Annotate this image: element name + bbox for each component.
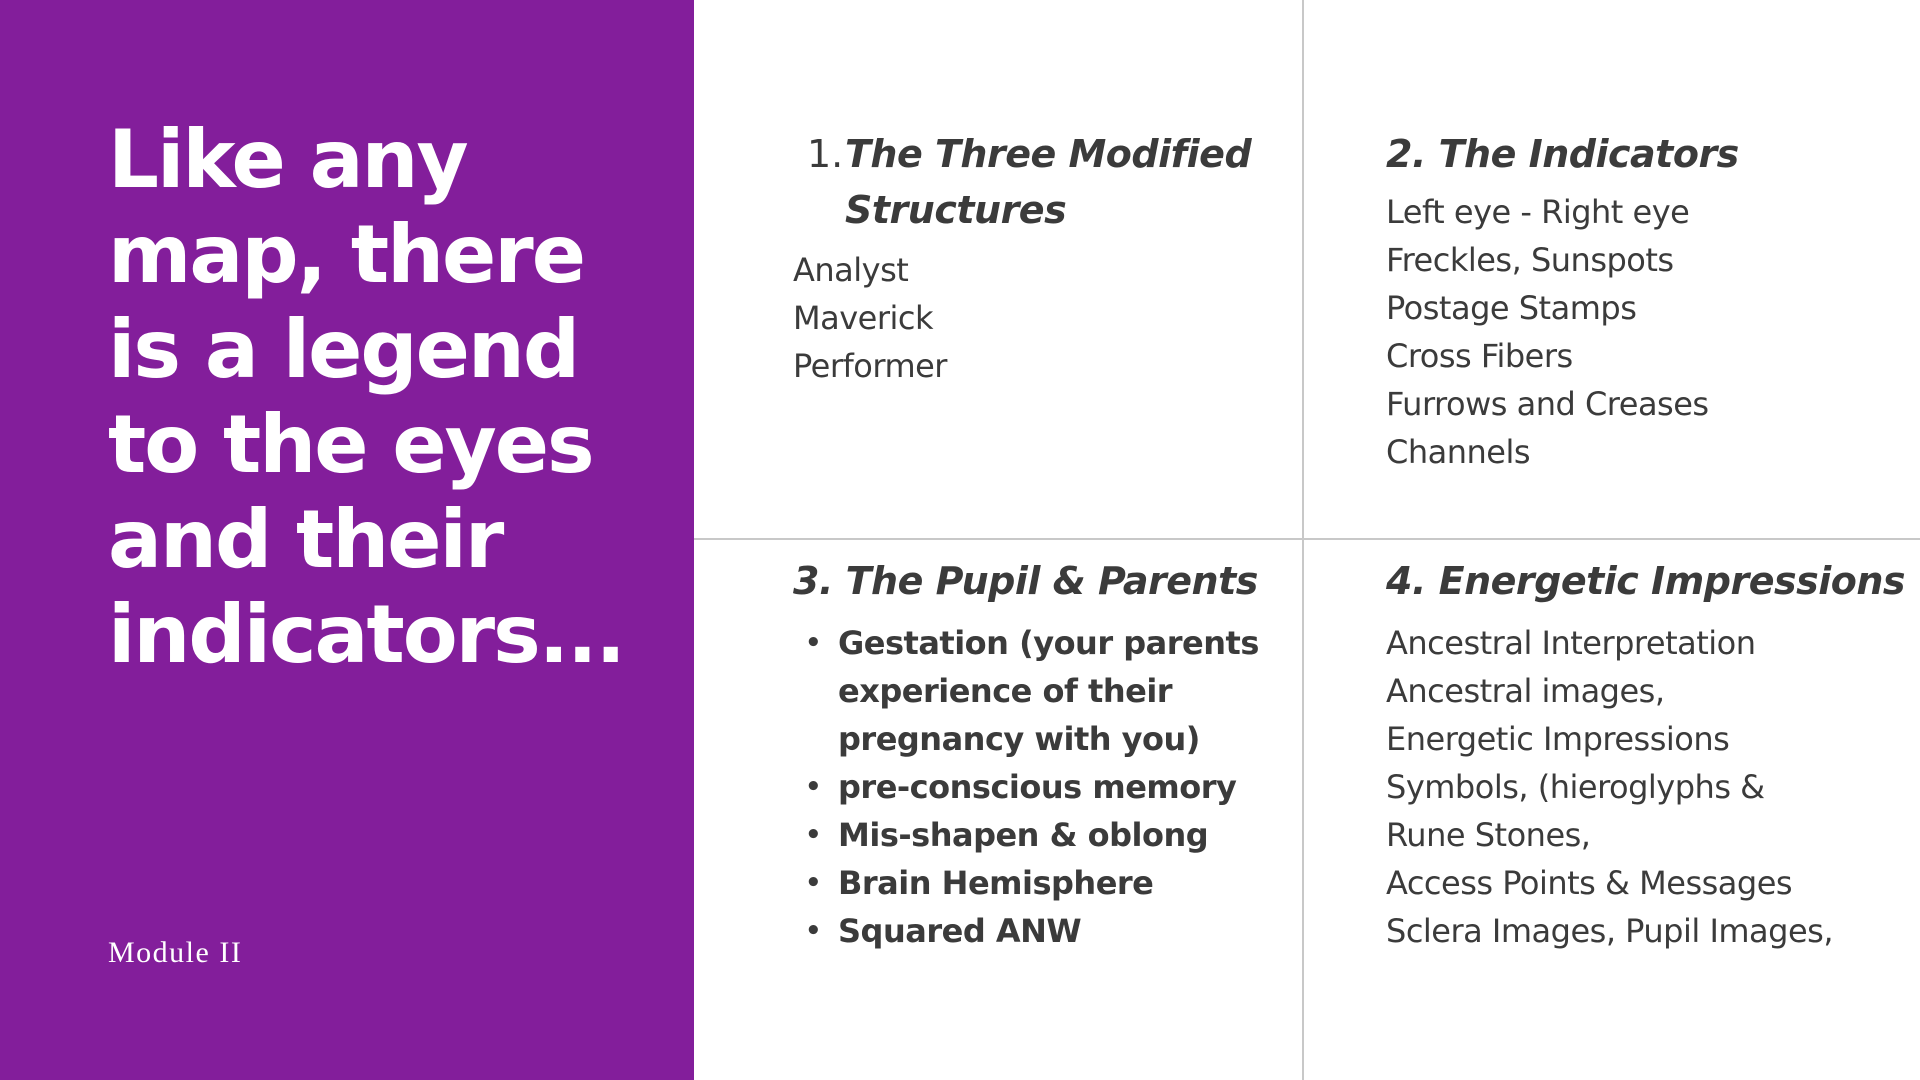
list-item: Postage Stamps [1386, 289, 1637, 327]
module-label: Module II [108, 936, 243, 969]
bullet-icon: • [805, 820, 822, 850]
quadrant-title: 2. The Indicators [1386, 132, 1739, 176]
list-item-text: Gestation (your parents experience of their pregnancy with you) [838, 624, 1259, 758]
list-item: Freckles, Sunspots [1386, 241, 1674, 279]
list-item: Access Points & Messages [1386, 864, 1793, 902]
indicators-list [1386, 188, 1906, 476]
list-item-text: pre-conscious memory [838, 768, 1237, 806]
list-item: Rune Stones, [1386, 816, 1591, 854]
bullet-icon: • [805, 772, 822, 802]
quadrant-title: 3. The Pupil & Parents [793, 559, 1258, 603]
list-item [793, 907, 1283, 955]
left-panel [0, 0, 694, 1080]
quadrant-modified-structures [793, 126, 1273, 390]
quadrant-number: 1. [807, 132, 844, 176]
quadrant-indicators [1386, 126, 1906, 476]
list-item: Symbols, (hieroglyphs & [1386, 768, 1765, 806]
bullet-icon: • [805, 916, 822, 946]
bullet-icon: • [805, 868, 822, 898]
slide-headline: Like any map, there is a legend to the eyes and their indicators... [108, 113, 624, 681]
quadrant-energetic-impressions [1386, 553, 1906, 955]
list-item [793, 763, 1283, 811]
energetic-list [1386, 619, 1906, 955]
list-item: Maverick [793, 299, 934, 337]
list-item [793, 811, 1283, 859]
list-item: Furrows and Creases [1386, 385, 1709, 423]
list-item: Cross Fibers [1386, 337, 1573, 375]
bullet-icon: • [805, 628, 822, 658]
horizontal-divider [694, 538, 1920, 540]
list-item: Energetic Impressions [1386, 720, 1730, 758]
quadrant-pupil-parents [793, 553, 1283, 955]
structures-list [793, 246, 1273, 390]
list-item: Sclera Images, Pupil Images, [1386, 912, 1833, 950]
list-item [793, 619, 1283, 763]
list-item: Channels [1386, 433, 1531, 471]
list-item: Ancestral images, [1386, 672, 1665, 710]
list-item-text: Mis-shapen & oblong [838, 816, 1209, 854]
list-item: Performer [793, 347, 947, 385]
list-item: Analyst [793, 251, 909, 289]
quadrant-title: The Three Modified Structures [845, 132, 1252, 232]
list-item: Ancestral Interpretation [1386, 624, 1756, 662]
list-item [793, 859, 1283, 907]
list-item: Left eye - Right eye [1386, 193, 1690, 231]
vertical-divider [1302, 0, 1304, 1080]
quadrant-title: 4. Energetic Impressions [1386, 559, 1906, 603]
list-item-text: Squared ANW [838, 912, 1082, 950]
pupil-parents-list [793, 619, 1283, 955]
list-item-text: Brain Hemisphere [838, 864, 1154, 902]
